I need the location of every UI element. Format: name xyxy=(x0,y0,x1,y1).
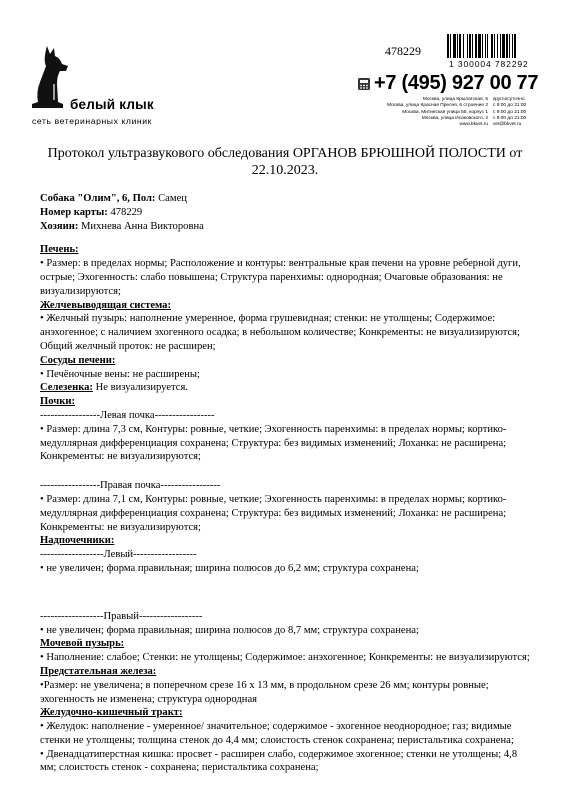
barcode-bar xyxy=(514,34,516,58)
prostate-text: •Размер: не увеличена; в поперечном срезе 16 х 13 мм, в продольном срезе 26 мм; контуры ровные; эхогенность не изменена; структура однородная xyxy=(40,679,489,705)
barcode-bar xyxy=(500,34,501,58)
barcode-bar xyxy=(485,34,486,58)
vessels-heading: Сосуды печени: xyxy=(40,354,116,366)
patient-sex: Самец xyxy=(155,193,187,204)
barcode-bar xyxy=(469,34,471,58)
barcode-bar xyxy=(482,34,483,58)
report-body xyxy=(40,192,535,775)
liver-heading: Печень: xyxy=(40,244,79,256)
email: vet@bkvet.ru xyxy=(493,122,522,128)
adrenal-right-text: • не увеличен; форма правильная; ширина полюсов до 8,7 мм; структура сохранена; xyxy=(40,624,419,636)
phone-number: +7 (495) 927 00 77 xyxy=(374,72,539,94)
barcode-bar xyxy=(463,34,464,58)
card-label: Номер карты: xyxy=(40,206,108,218)
barcode-bar xyxy=(509,34,510,58)
address: Москва, улица Красная Пресня, 6 строение 2 xyxy=(386,103,488,109)
prostate-heading: Предстательная железа: xyxy=(40,665,157,677)
address: Москва, улица Исаковского, 2 xyxy=(421,115,488,121)
barcode-bar xyxy=(502,34,505,58)
barcode-bar xyxy=(478,34,481,58)
kidney-right-text: • Размер: длина 7,1 см, Контуры: ровные, четкие; Эхогенность паренхимы: в пределах нормы; кортико-медуллярная дифференциация сохранена; Структура: без видимых изменений; Лоханка: не расширена; Конкременты: не визуализируются; xyxy=(40,493,507,533)
adrenal-left-separator: ------------------Левый------------------ xyxy=(40,549,197,561)
brand-subtitle: сеть ветеринарных клиник xyxy=(32,116,153,126)
spleen-heading: Селезенка: xyxy=(40,382,93,394)
barcode-bar xyxy=(467,34,468,58)
barcode-bar xyxy=(447,34,449,58)
page-title: Протокол ультразвукового обследования ОРГАНОВ БРЮШНОЙ ПОЛОСТИ от 22.10.2023. xyxy=(47,146,523,178)
owner-line xyxy=(40,220,535,234)
card-line xyxy=(40,206,535,220)
adrenal-left-text: • не увеличен; форма правильная; ширина полюсов до 6,2 мм; структура сохранена; xyxy=(40,562,419,574)
barcode-bar xyxy=(494,34,495,58)
barcode-bar xyxy=(491,34,493,58)
vessels-text: • Печёночные вены: не расширены; xyxy=(40,368,200,380)
barcode-bar xyxy=(472,34,473,58)
hours: с 9:00 до 21:00 xyxy=(493,115,527,121)
barcode-bar xyxy=(512,34,513,58)
document-number: 478229 xyxy=(385,44,421,58)
owner-label: Хозяин: xyxy=(40,220,79,232)
stomach-text: • Желудок: наполнение - умеренное/ значительное; содержимое - эхогенное неоднородное; газ; видимые стенки не утолщены; толщина стенок до 4,4 мм; слоистость стенок сохранена; перистальтика сохранена; xyxy=(40,721,514,746)
clinic-addresses xyxy=(356,97,541,128)
card-number: 478229 xyxy=(107,206,143,218)
hours: круглосуточно xyxy=(493,97,525,102)
brand-name: белый клык xyxy=(70,97,154,112)
barcode-bar xyxy=(459,34,461,58)
patient-label: Собака "Олим", 6, Пол: xyxy=(40,193,156,204)
adrenal-right-separator: ------------------Правый------------------ xyxy=(40,610,203,622)
bile-text: • Желчный пузырь: наполнение умеренное, форма грушевидная; стенки: не утолщены; Содержимое: анэхогенное; с наличием эхогенного осадка; в небольшом количестве; Конкременты: не визуализируются; Общий желчный проток: не расширен; xyxy=(40,313,520,352)
bladder-text: • Наполнение: слабое; Стенки: не утолщены; Содержимое: анэхогенное; Конкременты: не визуализируются; xyxy=(40,652,530,664)
hours: с 9:00 до 21:00 xyxy=(493,109,527,115)
barcode-bar xyxy=(497,34,498,58)
duodenum-text: • Двенадцатиперстная кишка: просвет - расширен слабо, содержимое эхогенное; стенки не утолщены; 4,8 мм; слоистость стенок - сохранена; перистальтика сохранена; xyxy=(40,748,518,774)
barcode-bar xyxy=(457,34,458,58)
address: Москва, улица Крылатская, 5 xyxy=(422,97,488,102)
spleen-text: Не визуализируется. xyxy=(92,382,189,394)
kidney-left-separator: -----------------Левая почка----------------- xyxy=(40,409,215,421)
address-row xyxy=(356,122,541,128)
spleen-line xyxy=(40,381,535,395)
gi-heading: Желудочно-кишечный тракт: xyxy=(40,707,183,719)
bile-heading: Желчевыводящая система: xyxy=(40,299,171,311)
adrenal-heading: Надпочечники: xyxy=(40,535,115,547)
barcode-bar xyxy=(487,34,488,58)
kidney-right-separator: -----------------Правая почка----------------- xyxy=(40,480,221,492)
barcode-bar xyxy=(506,34,508,58)
bladder-heading: Мочевой пузырь: xyxy=(40,638,125,650)
barcode-bar xyxy=(453,34,456,58)
patient-line xyxy=(40,192,535,206)
website: www.bkvet.ru xyxy=(459,122,488,128)
owner-name: Михнева Анна Викторовна xyxy=(78,220,204,232)
barcode-number: 1 300004 782292 xyxy=(449,59,529,69)
hours: с 9:00 до 21:00 xyxy=(493,103,527,109)
barcode-bar xyxy=(450,34,451,58)
phone-icon xyxy=(358,77,370,90)
liver-text: • Размер: в пределах нормы; Расположение и контуры: вентральные края печени на уровне реберной дуги, острые; Эхогенность: слабо повышена; Структура паренхимы: однородная; Очаговые образования: не визуализируются; xyxy=(40,258,521,297)
barcode-bar xyxy=(475,34,477,58)
kidneys-heading: Почки: xyxy=(40,396,75,408)
kidney-left-text: • Размер: длина 7,3 см, Контуры: ровные, четкие; Эхогенность паренхимы: в пределах нормы; кортико-медуллярная дифференциация сохранена; Структура: без видимых изменений; Лоханка: не расширена; Конкременты: не визуализируются; xyxy=(40,423,507,463)
clinic-logo xyxy=(30,44,190,126)
address: Москва, Митинская улица 55, корпус 1 xyxy=(402,109,488,115)
